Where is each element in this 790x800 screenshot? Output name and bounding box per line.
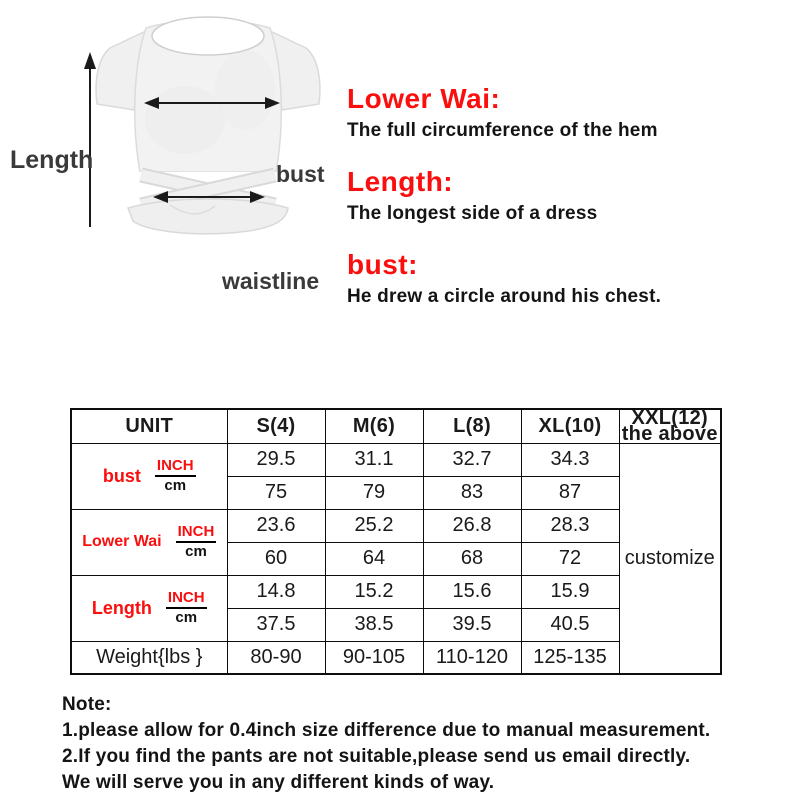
size-value: 37.5 bbox=[227, 608, 325, 641]
table-row-bust-inch bbox=[71, 443, 721, 476]
size-value: 79 bbox=[325, 476, 423, 509]
notes-section bbox=[62, 692, 772, 796]
customize-cell: customize bbox=[619, 443, 721, 674]
tshirt-diagram bbox=[0, 0, 340, 280]
size-value: 60 bbox=[227, 542, 325, 575]
size-value: 15.9 bbox=[521, 575, 619, 608]
col-header-l: L(8) bbox=[423, 409, 521, 443]
size-value: 80-90 bbox=[227, 641, 325, 674]
row-label-length bbox=[71, 575, 227, 641]
bust-label: bust bbox=[276, 161, 325, 187]
size-value: 90-105 bbox=[325, 641, 423, 674]
size-value: 15.6 bbox=[423, 575, 521, 608]
definition-lower-wai bbox=[347, 82, 777, 144]
size-value: 39.5 bbox=[423, 608, 521, 641]
definition-description: The full circumference of the hem bbox=[347, 120, 658, 141]
size-value: 29.5 bbox=[227, 443, 325, 476]
notes-title: Note: bbox=[62, 694, 112, 715]
size-value: 32.7 bbox=[423, 443, 521, 476]
size-value: 125-135 bbox=[521, 641, 619, 674]
length-label: Length bbox=[10, 146, 94, 174]
size-value: 26.8 bbox=[423, 509, 521, 542]
definition-bust bbox=[347, 248, 777, 310]
note-line: We will serve you in any different kinds of way. bbox=[62, 772, 495, 793]
definition-term: bust: bbox=[347, 249, 418, 280]
size-value: 87 bbox=[521, 476, 619, 509]
waistline-label: waistline bbox=[222, 268, 320, 294]
size-value: 25.2 bbox=[325, 509, 423, 542]
size-value: 15.2 bbox=[325, 575, 423, 608]
note-line: 2.If you find the pants are not suitable,please send us email directly. bbox=[62, 746, 691, 767]
col-header-s: S(4) bbox=[227, 409, 325, 443]
row-label-weight: Weight{lbs } bbox=[71, 641, 227, 674]
tshirt-neckline bbox=[152, 17, 264, 55]
definition-description: He drew a circle around his chest. bbox=[347, 286, 662, 307]
size-value: 38.5 bbox=[325, 608, 423, 641]
size-value: 83 bbox=[423, 476, 521, 509]
size-value: 40.5 bbox=[521, 608, 619, 641]
size-value: 23.6 bbox=[227, 509, 325, 542]
size-value: 68 bbox=[423, 542, 521, 575]
row-label-lower-wai bbox=[71, 509, 227, 575]
tshirt-waistband bbox=[128, 199, 288, 234]
size-value: 72 bbox=[521, 542, 619, 575]
size-table bbox=[70, 408, 722, 675]
size-value: 14.8 bbox=[227, 575, 325, 608]
definition-term: Length: bbox=[347, 166, 454, 197]
size-value: 75 bbox=[227, 476, 325, 509]
col-header-m: M(6) bbox=[325, 409, 423, 443]
table-header-row bbox=[71, 409, 721, 443]
size-value: 110-120 bbox=[423, 641, 521, 674]
inch-cm-unit: $\frac{\text{INCH}}{cm}$ bbox=[156, 457, 194, 494]
inch-cm-unit: $\frac{\text{INCH}}{cm}$ bbox=[167, 589, 205, 626]
row-label-bust bbox=[71, 443, 227, 509]
size-value: 31.1 bbox=[325, 443, 423, 476]
col-header-xl: XL(10) bbox=[521, 409, 619, 443]
definition-length bbox=[347, 165, 777, 227]
row-label-text: Lower Wai bbox=[82, 533, 162, 550]
inch-cm-unit: $\frac{\text{INCH}}{cm}$ bbox=[177, 523, 215, 560]
measurement-definitions bbox=[347, 82, 777, 331]
row-label-text: bust bbox=[102, 465, 141, 486]
row-label-text: Length bbox=[91, 597, 152, 618]
note-line: 1.please allow for 0.4inch size difference due to manual measurement. bbox=[62, 720, 711, 741]
size-value: 28.3 bbox=[521, 509, 619, 542]
definition-description: The longest side of a dress bbox=[347, 203, 598, 224]
col-header-unit: UNIT bbox=[71, 409, 227, 443]
col-header-xxl bbox=[619, 407, 721, 446]
length-arrow bbox=[84, 52, 96, 227]
size-value: 64 bbox=[325, 542, 423, 575]
xxl-header-line1: XXL(12) bbox=[631, 407, 709, 430]
size-value: 34.3 bbox=[521, 443, 619, 476]
definition-term: Lower Wai: bbox=[347, 83, 501, 114]
xxl-header-line2: the above bbox=[621, 423, 718, 446]
